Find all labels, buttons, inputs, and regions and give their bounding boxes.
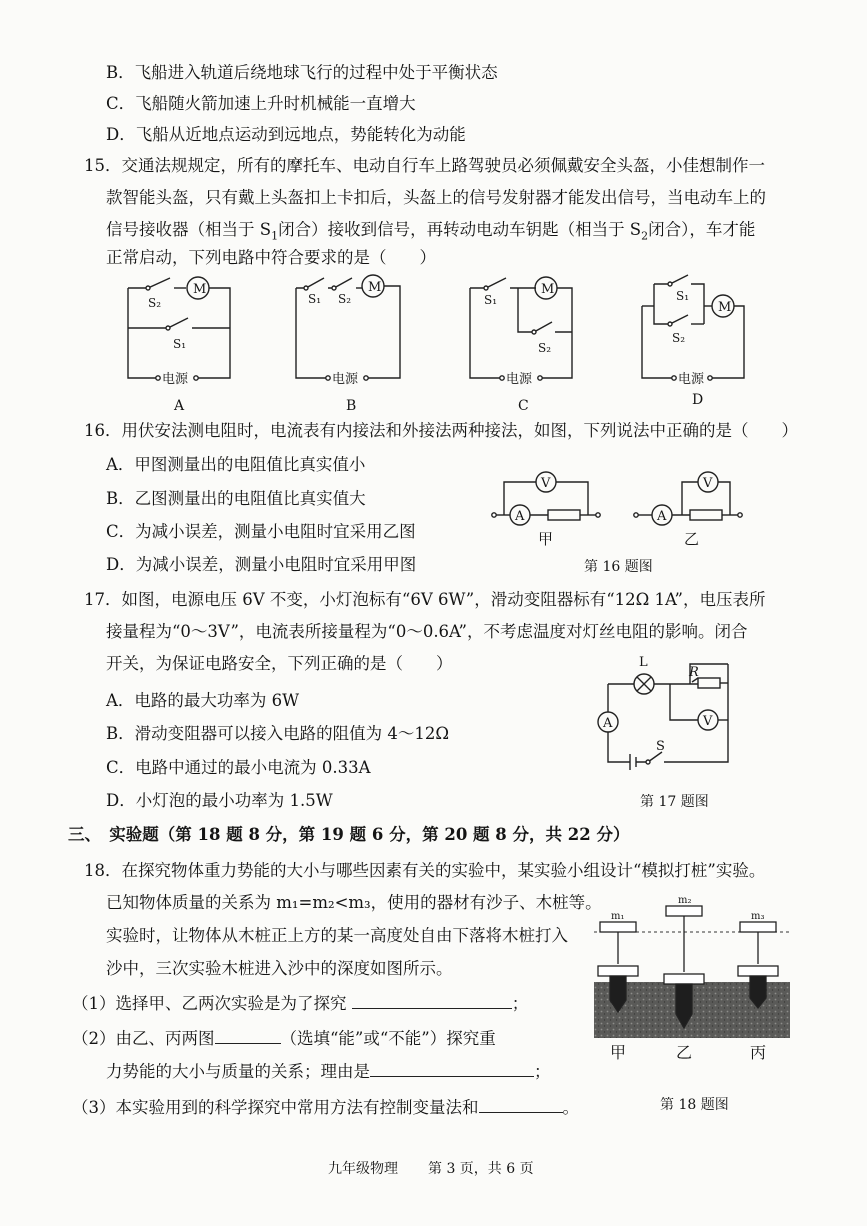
q15c-power-label: 电源 [506,372,533,387]
q15d-motor-label: M [718,300,732,315]
q16-yi-voltmeter-label: V [703,476,713,491]
q17-option-c: C．电路中通过的最小电流为 0.33A [106,758,371,777]
q16-option-b: B．乙图测量出的电阻值比真实值大 [106,489,366,508]
q15a-switch-top-label: S₂ [148,296,162,310]
q18-stem-line3: 实验时，让物体从木桩正上方的某一高度处自由下落将木桩打入 [106,926,568,945]
q15-stem-line1: 15．交通法规规定，所有的摩托车、电动自行车上路驾驶员必须佩戴安全头盔，小佳想制作一 [84,156,765,175]
q15d-switch-top-label: S₁ [676,289,690,303]
q16-caption: 第 16 题图 [584,559,653,575]
q15-stem-line3: 信号接收器（相当于 $S_1$闭合）接收到信号，再转动电动车钥匙（相当于 $S_2$闭合），车才能 [106,220,756,243]
q15b-switch-right-label: S₂ [338,292,352,306]
q17-circuit [594,654,749,772]
q18-sub1: （1）选择甲、乙两次实验是为了探究 ； [72,994,529,1013]
q16-jia-voltmeter-label: V [541,476,551,491]
q17-option-a: A．电路的最大功率为 6W [106,691,300,710]
q18-stem-line4: 沙中，三次实验木桩进入沙中的深度如图所示。 [106,959,453,978]
q18-sub2-blank-a[interactable] [215,1027,281,1044]
q16-option-c: C．为减小误差，测量小电阻时宜采用乙图 [106,522,416,541]
q15b-power-label: 电源 [332,372,359,387]
q15b-motor-label: M [368,280,382,295]
q16-jia-label: 甲 [538,530,554,548]
q18-stem-line2: 已知物体质量的关系为 m₁=m₂<m₃，使用的器材有沙子、木桩等。 [106,893,602,912]
q15c-motor-label: M [541,282,555,297]
q15a-motor-label: M [193,282,207,297]
q15-circuit-b [288,270,408,415]
q15-stem-line4: 正常启动，下列电路中符合要求的是（ ） [106,248,436,267]
q18-sub1-blank[interactable] [352,992,512,1009]
q15b-letter: B [346,398,357,414]
q18-mass1-label: m₁ [611,911,625,922]
q18-sub3: （3）本实验用到的科学探究中常用方法有控制变量法和 。 [72,1098,579,1117]
section3-heading: 三、 实验题（第 18 题 8 分，第 19 题 6 分，第 20 题 8 分，共 22 分） [68,825,630,844]
q17-caption: 第 17 题图 [640,794,709,810]
q15b-switch-left-label: S₁ [308,292,322,306]
q14-option-d: D．飞船从近地点运动到远地点，势能转化为动能 [106,125,466,144]
q15d-power-label: 电源 [678,372,705,387]
q15-circuit-c [462,270,582,415]
q17-voltmeter-label: V [703,714,713,729]
q16-option-d: D．为减小误差，测量小电阻时宜采用甲图 [106,555,417,574]
q18-stem-line1: 18．在探究物体重力势能的大小与哪些因素有关的实验中，某实验小组设计“模拟打桩”实验。 [84,861,766,880]
q17-stem-line1: 17．如图，电源电压 6V 不变，小灯泡标有“6V 6W”，滑动变阻器标有“12Ω 1A”，电压表所 [84,590,766,609]
q17-option-d: D．小灯泡的最小功率为 1.5W [106,791,333,810]
q16-figure-yi [630,460,755,550]
q17-stem-line2: 接量程为“0～3V”，电流表所接量程为“0～0.6A”，不考虑温度对灯丝电阻的影响。闭合 [106,622,748,641]
q16-option-a: A．甲图测量出的电阻值比真实值小 [106,455,366,474]
q15c-switch-bottom-label: S₂ [538,341,552,355]
q16-yi-ammeter-label: A [657,509,667,524]
q17-rheostat-label: R [689,665,699,680]
q17-ammeter-label: A [603,716,613,731]
q18-mass3-label: m₃ [751,911,765,922]
q18-caption: 第 18 题图 [660,1097,729,1113]
q17-option-b: B．滑动变阻器可以接入电路的阻值为 4～12Ω [106,724,450,743]
q16-yi-label: 乙 [684,530,700,548]
q15c-switch-top-label: S₁ [484,293,498,307]
q18-sub3-blank[interactable] [479,1096,563,1113]
q15d-switch-bottom-label: S₂ [672,331,686,345]
q18-jia-label: 甲 [610,1043,627,1062]
q18-sub2-blank-b[interactable] [370,1060,534,1077]
footer-page-number: 第 3 页，共 6 页 [428,1161,534,1177]
q17-switch-label: S [656,739,665,754]
q15a-switch-bottom-label: S₁ [173,337,187,351]
footer-subject: 九年级物理 [328,1161,398,1177]
q16-figure-jia [488,460,613,550]
q18-sub2: （2）由乙、丙两图 （选填“能”或“不能”）探究重 [72,1029,496,1048]
q18-figure [594,890,790,1070]
q15-circuit-d [634,270,754,415]
q18-sub2-cont: 力势能的大小与质量的关系；理由是 ； [106,1062,551,1081]
q15a-power-label: 电源 [162,372,189,387]
q17-lamp-label: L [639,655,648,670]
q18-bing-label: 丙 [750,1043,767,1062]
q14-option-c: C．飞船随火箭加速上升时机械能一直增大 [106,94,416,113]
q14-option-b: B．飞船进入轨道后绕地球飞行的过程中处于平衡状态 [106,63,498,82]
q18-mass2-label: m₂ [678,895,692,906]
q15-circuit-a [118,270,238,415]
q16-stem: 16．用伏安法测电阻时，电流表有内接法和外接法两种接法，如图，下列说法中正确的是（ ） [84,421,798,440]
q18-yi-label: 乙 [676,1043,693,1062]
q15-stem-line2: 款智能头盔，只有戴上头盔扣上卡扣后，头盔上的信号发射器才能发出信号，当电动车上的 [106,188,766,207]
q16-jia-ammeter-label: A [515,509,525,524]
q15c-letter: C [518,398,529,414]
q15a-letter: A [174,398,185,414]
q15d-letter: D [692,392,704,408]
q17-stem-line3: 开关，为保证电路安全，下列正确的是（ ） [106,654,453,673]
